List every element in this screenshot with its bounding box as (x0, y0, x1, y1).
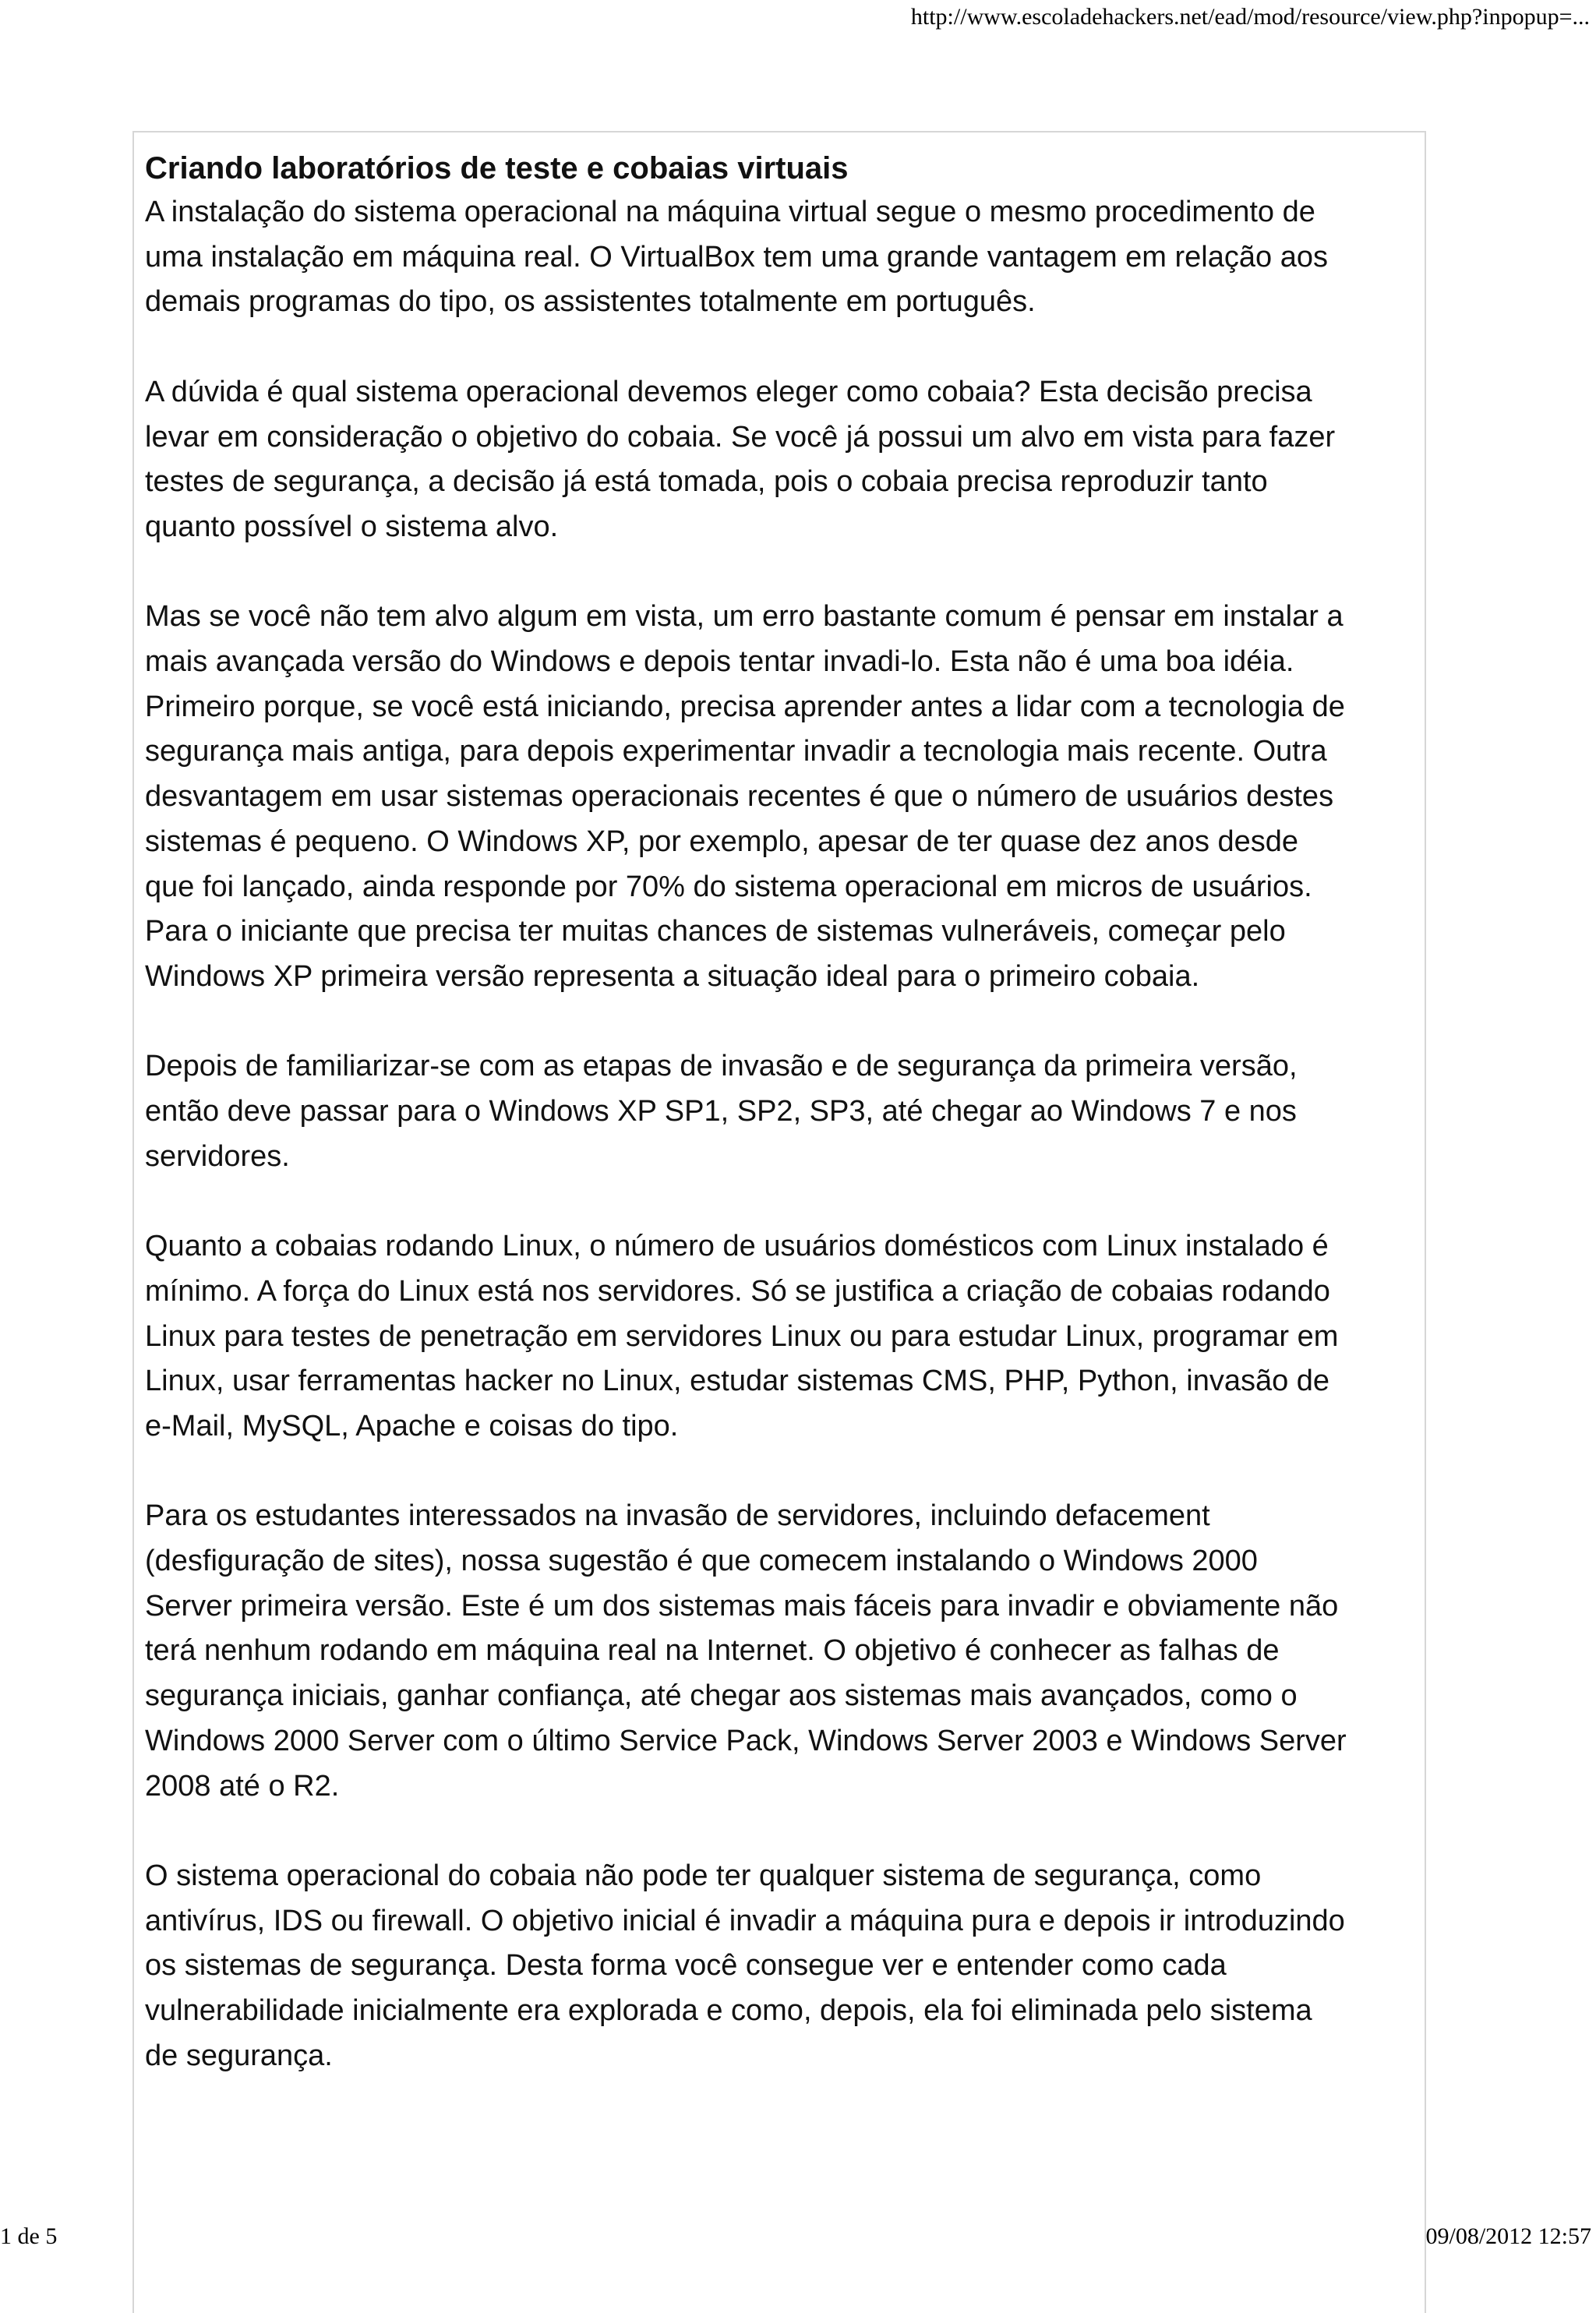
paragraph-line: Windows 2000 Server com o último Service Pack, Windows Server 2003 e Windows Server (145, 1724, 1347, 1757)
paragraph (145, 190, 1423, 325)
paragraph-line: desvantagem em usar sistemas operacionais recentes é que o número de usuários destes (145, 780, 1334, 814)
paragraph-line: Linux, usar ferramentas hacker no Linux, estudar sistemas CMS, PHP, Python, invasão de (145, 1365, 1330, 1398)
paragraph-line: vulnerabilidade inicialmente era explorada e como, depois, ela foi eliminada pelo sistema (145, 1994, 1312, 2028)
paragraph-line: servidores. (145, 1139, 290, 1173)
paragraph-line: e-Mail, MySQL, Apache e coisas do tipo. (145, 1409, 679, 1443)
paragraph-line: levar em consideração o objetivo do cobaia. Se você já possui um alvo em vista para fazer (145, 420, 1336, 454)
paragraph-line: O sistema operacional do cobaia não pode ter qualquer sistema de segurança, como (145, 1859, 1262, 1892)
paragraph-line: então deve passar para o Windows XP SP1, SP2, SP3, até chegar ao Windows 7 e nos (145, 1095, 1297, 1128)
paragraph-line: de segurança. (145, 2039, 333, 2072)
paragraph-line: (desfiguração de sites), nossa sugestão é que comecem instalando o Windows 2000 (145, 1545, 1258, 1578)
paragraph (145, 370, 1423, 550)
paragraph-line: uma instalação em máquina real. O VirtualBox tem uma grande vantagem em relação aos (145, 240, 1328, 274)
paragraph-line: 2008 até o R2. (145, 1769, 340, 1803)
paragraph-line: Primeiro porque, se você está iniciando, precisa aprender antes a lidar com a tecnologia de (145, 690, 1345, 723)
page-url-header: http://www.escoladehackers.net/ead/mod/resource/view.php?inpopup=... (910, 4, 1590, 30)
paragraph-line: terá nenhum rodando em máquina real na Internet. O objetivo é conhecer as falhas de (145, 1634, 1280, 1668)
paragraph-line: Para os estudantes interessados na invasão de servidores, incluindo defacement (145, 1499, 1210, 1533)
page-number: 1 de 5 (0, 2223, 58, 2249)
paragraph-line: mais avançada versão do Windows e depois tentar invadi-lo. Esta não é uma boa idéia. (145, 645, 1294, 678)
paragraph-line: antivírus, IDS ou firewall. O objetivo inicial é invadir a máquina pura e depois ir introduzindo (145, 1904, 1345, 1937)
paragraph-line: demais programas do tipo, os assistentes totalmente em português. (145, 285, 1036, 319)
paragraph-line: quanto possível o sistema alvo. (145, 510, 559, 543)
paragraph-line: mínimo. A força do Linux está nos servidores. Só se justifica a criação de cobaias rodando (145, 1274, 1330, 1308)
paragraph-line: Mas se você não tem alvo algum em vista, um erro bastante comum é pensar em instalar a (145, 600, 1344, 634)
paragraph (145, 1224, 1423, 1450)
paragraph-line: sistemas é pequeno. O Windows XP, por exemplo, apesar de ter quase dez anos desde (145, 825, 1299, 858)
paragraph-line: segurança iniciais, ganhar confiança, até chegar aos sistemas mais avançados, como o (145, 1679, 1298, 1713)
print-datetime: 09/08/2012 12:57 (1425, 2223, 1591, 2249)
paragraph-line: segurança mais antiga, para depois experimentar invadir a tecnologia mais recente. Outra (145, 735, 1327, 768)
paragraph (145, 595, 1423, 999)
paragraph-line: Server primeira versão. Este é um dos sistemas mais fáceis para invadir e obviamente não (145, 1589, 1339, 1623)
paragraph-line: Depois de familiarizar-se com as etapas de invasão e de segurança da primeira versão, (145, 1050, 1298, 1083)
content-frame (132, 131, 1426, 2313)
paragraph-line: A dúvida é qual sistema operacional devemos eleger como cobaia? Esta decisão precisa (145, 375, 1312, 408)
paragraph-line: Windows XP primeira versão representa a situação ideal para o primeiro cobaia. (145, 959, 1200, 993)
paragraph-line: que foi lançado, ainda responde por 70% do sistema operacional em micros de usuários. (145, 870, 1312, 903)
paragraph-line: Quanto a cobaias rodando Linux, o número de usuários domésticos com Linux instalado é (145, 1230, 1329, 1263)
paragraph (145, 1044, 1423, 1179)
article-body (145, 147, 1423, 2124)
paragraph (145, 1494, 1423, 1809)
paragraph-line: Linux para testes de penetração em servidores Linux ou para estudar Linux, programar em (145, 1319, 1339, 1353)
paragraph-line: Para o iniciante que precisa ter muitas chances de sistemas vulneráveis, começar pelo (145, 915, 1286, 948)
paragraph (145, 1854, 1423, 2079)
page-title: Criando laboratórios de teste e cobaias virtuais (145, 151, 849, 185)
paragraph-list (145, 190, 1423, 2078)
paragraph-line: os sistemas de segurança. Desta forma você consegue ver e entender como cada (145, 1949, 1227, 1983)
paragraph-line: testes de segurança, a decisão já está tomada, pois o cobaia precisa reproduzir tanto (145, 465, 1268, 499)
paragraph-line: A instalação do sistema operacional na máquina virtual segue o mesmo procedimento de (145, 196, 1315, 228)
